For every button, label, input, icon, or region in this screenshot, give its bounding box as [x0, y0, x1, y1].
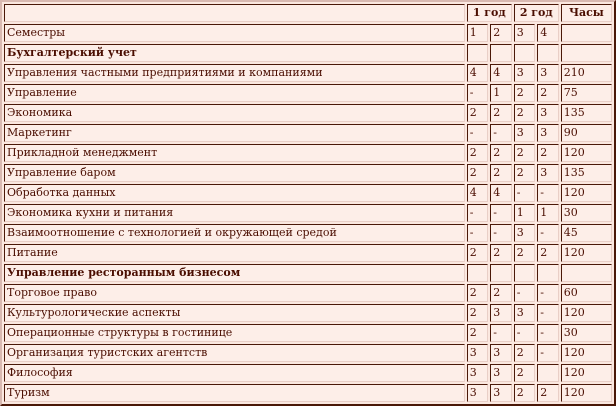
semester-1-cell: 4 [467, 184, 489, 202]
header-year-2: 2 год [514, 4, 559, 22]
semester-4-cell: 3 [537, 104, 559, 122]
semester-2-cell: 2 [490, 244, 512, 262]
semester-4-cell: 2 [537, 384, 559, 402]
table-row [4, 184, 612, 202]
hours-cell: 30 [561, 204, 612, 222]
semester-3-cell [514, 264, 536, 282]
table-row [4, 124, 612, 142]
semester-3-cell: 2 [514, 164, 536, 182]
semester-4-cell [537, 44, 559, 62]
semester-1-cell: 2 [467, 304, 489, 322]
semester-2-cell: 3 [490, 304, 512, 322]
subject-name: Экономика кухни и питания [4, 204, 465, 222]
header-hours: Часы [561, 4, 612, 22]
semester-1-cell: - [467, 124, 489, 142]
hours-cell: 45 [561, 224, 612, 242]
hours-cell: 90 [561, 124, 612, 142]
semester-4-cell: - [537, 344, 559, 362]
hours-cell: 135 [561, 104, 612, 122]
semester-1-cell: 4 [467, 64, 489, 82]
table-row [4, 104, 612, 122]
semester-1-cell: 2 [467, 104, 489, 122]
semester-2-cell: 2 [490, 164, 512, 182]
semester-3-cell: 2 [514, 84, 536, 102]
semester-3-cell: 2 [514, 244, 536, 262]
semester-3-cell: 1 [514, 204, 536, 222]
hours-cell: 120 [561, 144, 612, 162]
semester-4-cell: - [537, 224, 559, 242]
semester-4-cell: 3 [537, 124, 559, 142]
semester-2-cell: 4 [490, 184, 512, 202]
subject-name: Прикладной менеджмент [4, 144, 465, 162]
semester-2-cell: 4 [490, 64, 512, 82]
header-row [4, 4, 612, 22]
semester-4-cell [537, 264, 559, 282]
table-row [4, 304, 612, 322]
hours-cell: 120 [561, 304, 612, 322]
semester-3-cell: - [514, 184, 536, 202]
subject-name: Семестры [4, 24, 465, 42]
semester-3-cell: 3 [514, 64, 536, 82]
table-row [4, 204, 612, 222]
hours-cell: 30 [561, 324, 612, 342]
semester-2-cell [490, 264, 512, 282]
semester-3-cell: 3 [514, 24, 536, 42]
subject-name: Организация туристских агентств [4, 344, 465, 362]
semester-4-cell: 2 [537, 144, 559, 162]
subject-name: Управления частными предприятиями и компаниями [4, 64, 465, 82]
semester-2-cell: 3 [490, 384, 512, 402]
semester-1-cell: 1 [467, 24, 489, 42]
semester-4-cell: 4 [537, 24, 559, 42]
subject-name: Управление баром [4, 164, 465, 182]
subject-name: Управление [4, 84, 465, 102]
table-row [4, 364, 612, 382]
semester-3-cell [514, 44, 536, 62]
table-row [4, 64, 612, 82]
semester-3-cell: - [514, 324, 536, 342]
semester-2-cell: - [490, 324, 512, 342]
header-empty-cell [4, 4, 465, 22]
table-row [4, 244, 612, 262]
semester-1-cell: 2 [467, 164, 489, 182]
subject-name: Питание [4, 244, 465, 262]
subject-name: Философия [4, 364, 465, 382]
section-title: Бухгалтерский учет [4, 44, 465, 62]
semester-4-cell: - [537, 284, 559, 302]
table-row [4, 324, 612, 342]
hours-cell: 135 [561, 164, 612, 182]
semester-2-cell: - [490, 204, 512, 222]
hours-cell: 210 [561, 64, 612, 82]
semester-3-cell: 2 [514, 104, 536, 122]
hours-cell: 120 [561, 384, 612, 402]
subject-name: Торговое право [4, 284, 465, 302]
header-year-1: 1 год [467, 4, 512, 22]
semester-1-cell: - [467, 204, 489, 222]
hours-cell: 75 [561, 84, 612, 102]
hours-cell: 120 [561, 244, 612, 262]
semester-2-cell: 2 [490, 284, 512, 302]
semester-2-cell: 2 [490, 24, 512, 42]
semester-4-cell: 2 [537, 244, 559, 262]
semester-4-cell: 3 [537, 164, 559, 182]
semester-2-cell: 2 [490, 104, 512, 122]
subject-name: Экономика [4, 104, 465, 122]
semester-3-cell: 3 [514, 224, 536, 242]
table-row [4, 164, 612, 182]
semester-4-cell [537, 364, 559, 382]
semester-1-cell: - [467, 84, 489, 102]
subject-name: Операционные структуры в гостинице [4, 324, 465, 342]
semester-2-cell: 3 [490, 364, 512, 382]
semester-4-cell: 1 [537, 204, 559, 222]
table-row [4, 384, 612, 402]
section-title: Управление ресторанным бизнесом [4, 264, 465, 282]
table-row [4, 144, 612, 162]
semester-3-cell: 2 [514, 344, 536, 362]
hours-cell [561, 44, 612, 62]
semester-1-cell: 2 [467, 284, 489, 302]
section-row [4, 44, 612, 62]
table-row [4, 284, 612, 302]
semester-1-cell: 3 [467, 344, 489, 362]
semester-4-cell: - [537, 304, 559, 322]
semester-4-cell: - [537, 184, 559, 202]
semester-1-cell: 2 [467, 244, 489, 262]
semester-2-cell: 2 [490, 144, 512, 162]
table-row [4, 84, 612, 102]
hours-cell: 120 [561, 184, 612, 202]
subject-name: Культурологические аспекты [4, 304, 465, 322]
hours-cell: 120 [561, 364, 612, 382]
subject-name: Туризм [4, 384, 465, 402]
hours-cell: 60 [561, 284, 612, 302]
semester-2-cell: - [490, 124, 512, 142]
semester-1-cell [467, 264, 489, 282]
semester-2-cell [490, 44, 512, 62]
semester-4-cell: 2 [537, 84, 559, 102]
semester-1-cell: 2 [467, 324, 489, 342]
subject-name: Обработка данных [4, 184, 465, 202]
hours-cell: 120 [561, 344, 612, 362]
semester-3-cell: 2 [514, 364, 536, 382]
semester-1-cell: - [467, 224, 489, 242]
semester-1-cell: 3 [467, 384, 489, 402]
semester-3-cell: 2 [514, 384, 536, 402]
semester-1-cell: 3 [467, 364, 489, 382]
semester-4-cell: - [537, 324, 559, 342]
semester-3-cell: 3 [514, 124, 536, 142]
table-row [4, 24, 612, 42]
semester-1-cell: 2 [467, 144, 489, 162]
subject-name: Маркетинг [4, 124, 465, 142]
hours-cell [561, 264, 612, 282]
section-row [4, 264, 612, 282]
semester-3-cell: 3 [514, 304, 536, 322]
semester-3-cell: - [514, 284, 536, 302]
semester-2-cell: 3 [490, 344, 512, 362]
subject-name: Взаимоотношение с технологией и окружающей средой [4, 224, 465, 242]
semester-1-cell [467, 44, 489, 62]
semester-4-cell: 3 [537, 64, 559, 82]
table-row [4, 224, 612, 242]
table-row [4, 344, 612, 362]
semester-3-cell: 2 [514, 144, 536, 162]
semester-2-cell: - [490, 224, 512, 242]
hours-cell [561, 24, 612, 42]
semester-2-cell: 1 [490, 84, 512, 102]
